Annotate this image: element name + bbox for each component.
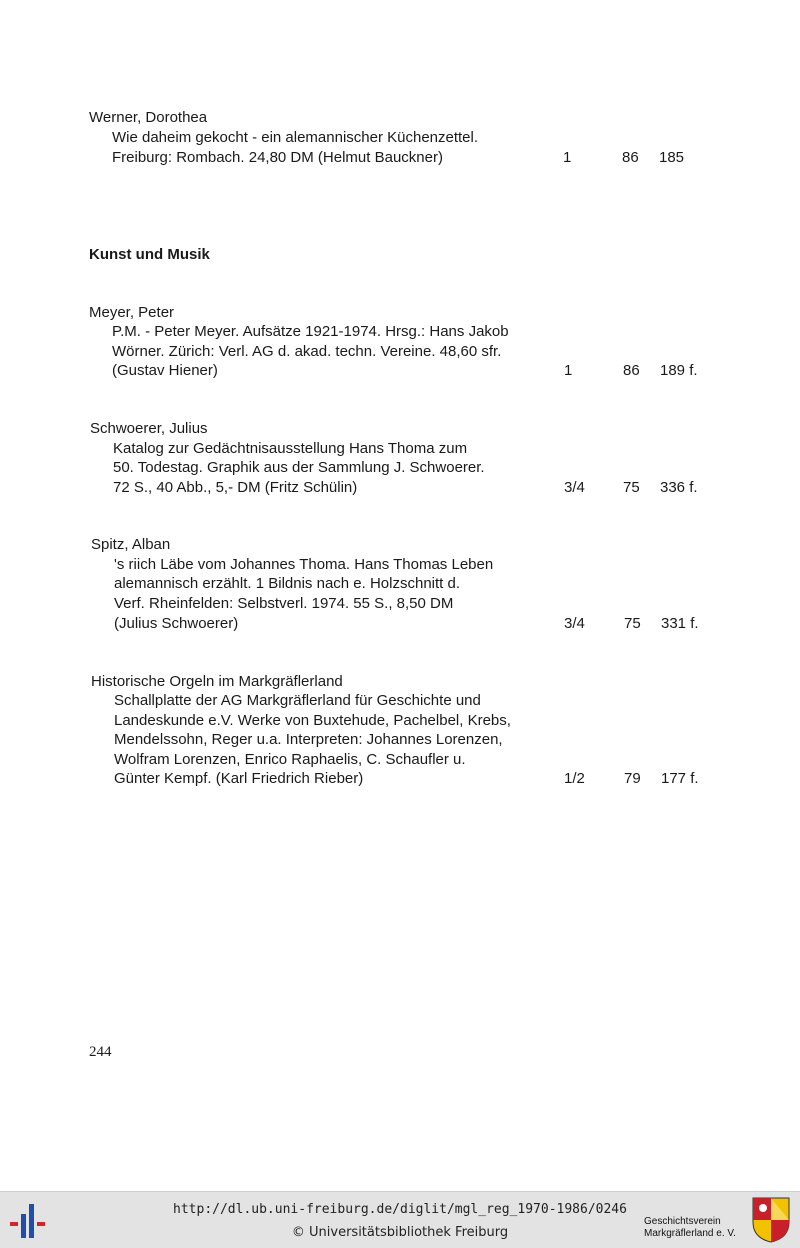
entry-heft: 3/4 [564,479,585,496]
entry-text: Wolfram Lorenzen, Enrico Raphaelis, C. Schaufler u. [114,751,466,768]
entry-jahr: 79 [624,770,641,787]
entry-text: P.M. - Peter Meyer. Aufsätze 1921-1974. Hrsg.: Hans Jakob [112,323,509,340]
entry-jahr: 75 [624,615,641,632]
entry-text: Günter Kempf. (Karl Friedrich Rieber) [114,770,364,787]
footer-url[interactable]: http://dl.ub.uni-freiburg.de/diglit/mgl_reg_1970-1986/0246 [173,1202,627,1217]
page-number: 244 [89,1044,112,1060]
entry-seite: 331 f. [661,615,699,632]
verein-label [644,1216,736,1240]
entry-text: Schallplatte der AG Markgräflerland für Geschichte und [114,692,481,709]
entry-text: Mendelssohn, Reger u.a. Interpreten: Johannes Lorenzen, [114,731,503,748]
entry-seite: 189 f. [660,362,698,379]
entry-text: (Julius Schwoerer) [114,615,239,632]
entry-jahr: 86 [622,149,639,166]
entry-author: Historische Orgeln im Markgräflerland [91,673,343,690]
entry-heft: 3/4 [564,615,585,632]
entry-text: Landeskunde e.V. Werke von Buxtehude, Pachelbel, Krebs, [114,712,511,729]
verein-name-line1: Geschichtsverein [644,1216,721,1227]
entry-jahr: 75 [623,479,640,496]
entry-text: Wörner. Zürich: Verl. AG d. akad. techn. Vereine. 48,60 sfr. [112,343,502,360]
entry-author: Meyer, Peter [89,304,175,321]
entry-heft: 1 [564,362,573,379]
entry-author: Spitz, Alban [91,536,171,553]
entry-text: Wie daheim gekocht - ein alemannischer Küchenzettel. [112,129,479,146]
verein-crest-icon [751,1196,791,1244]
entry-heft: 1 [563,149,572,166]
entry-text: 50. Todestag. Graphik aus der Sammlung J. Schwoerer. [113,459,485,476]
entry-seite: 177 f. [661,770,699,787]
entry-jahr: 86 [623,362,640,379]
verein-name-line2: Markgräflerland e. V. [644,1228,736,1239]
section-heading: Kunst und Musik [89,246,210,263]
entry-text: 72 S., 40 Abb., 5,- DM (Fritz Schülin) [113,479,358,496]
entry-author: Schwoerer, Julius [90,420,208,437]
entry-text: 's riich Läbe vom Johannes Thoma. Hans Thomas Leben [114,556,494,573]
entry-text: Katalog zur Gedächtnisausstellung Hans Thoma zum [113,440,468,457]
entry-seite: 336 f. [660,479,698,496]
entry-text: Freiburg: Rombach. 24,80 DM (Helmut Bauckner) [112,149,443,166]
entry-text: Verf. Rheinfelden: Selbstverl. 1974. 55 S., 8,50 DM [114,595,454,612]
footer-copyright: © Universitätsbibliothek Freiburg [291,1225,509,1240]
entry-author: Werner, Dorothea [89,109,208,126]
entry-text: (Gustav Hiener) [112,362,218,379]
entry-text: alemannisch erzählt. 1 Bildnis nach e. Holzschnitt d. [114,575,461,592]
entry-heft: 1/2 [564,770,585,787]
entry-seite: 185 [659,149,685,166]
footer-bar [0,1191,800,1248]
